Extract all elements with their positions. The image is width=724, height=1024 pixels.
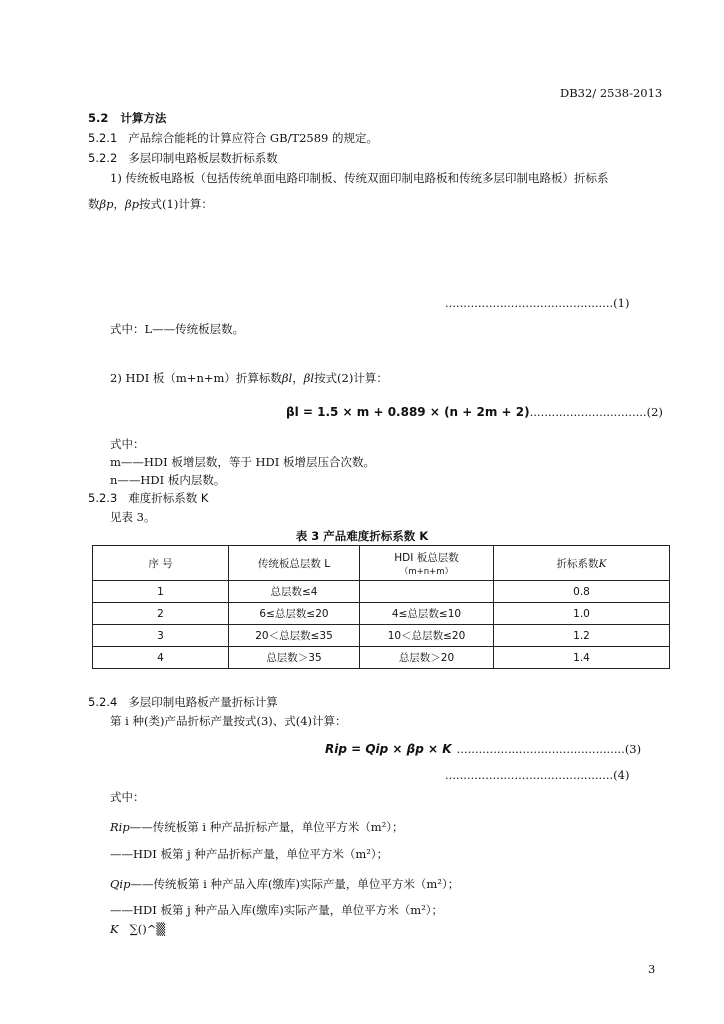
section-number: 5.2: [88, 111, 109, 125]
section-title: 多层印制电路板产量折标计算: [128, 695, 278, 709]
equation-3: Rip = Qip × βp × K: [325, 742, 452, 756]
beta-p-symbol: βp: [125, 197, 140, 211]
table-caption: 表 3 产品难度折标系数 K: [295, 529, 429, 543]
section-number: 5.2.1: [88, 131, 118, 145]
header-k: 折标系数K: [494, 546, 670, 581]
eq4-number: (4): [613, 768, 630, 782]
page-number: 3: [648, 962, 656, 976]
section-title: 多层印制电路板层数折标系数: [128, 151, 278, 165]
eq1-number: (1): [613, 296, 630, 310]
beta-p-symbol: βp: [99, 197, 114, 211]
section-text: 产品综合能耗的计算应符合 GB/T2589 的规定。: [128, 131, 378, 145]
table-row: 2 6≤总层数≤20 4≤总层数≤10 1.0: [93, 603, 670, 625]
where2-m: m——HDI 板增层数，等于 HDI 板增层压合次数。: [110, 455, 375, 469]
s524-where-label: 式中：: [110, 790, 145, 804]
def-1: Rip——传统板第 i 种产品折标产量，单位平方米（m²）；: [110, 820, 404, 834]
item1-line2: 数βp，βp按式(1)计算：: [88, 197, 213, 211]
eq3-line: Rip = Qip × βp × K ..............................................(3): [325, 742, 642, 756]
section-title: 难度折标系数 K: [128, 491, 209, 505]
q-ip-symbol: Qip: [110, 877, 131, 891]
table-row: 3 20＜总层数≤35 10＜总层数≤20 1.2: [93, 625, 670, 647]
table-row: 4 总层数＞35 总层数＞20 1.4: [93, 647, 670, 669]
beta-l-symbol: βl: [303, 371, 315, 385]
eq1-leader: ..............................................(1): [445, 296, 630, 310]
where2-n: n——HDI 板内层数。: [110, 473, 226, 487]
eq2-number: (2): [646, 405, 663, 419]
eq3-number: (3): [624, 742, 642, 756]
item1-line1: 1) 传统板电路板（包括传统单面电路印制板、传统双面印制电路板和传统多层印制电路板）折标系: [110, 171, 609, 185]
section-5-2-3: [88, 490, 208, 506]
def-4: ——HDI 板第 j 种产品入库(缴库)实际产量，单位平方米（m²）；: [110, 903, 444, 917]
table-3: [92, 545, 670, 669]
item2-line: 2) HDI 板（m+n+m）折算标数βl，βl按式(2)计算：: [110, 371, 388, 385]
section-5-2-1: [88, 130, 378, 146]
where2-label: 式中：: [110, 437, 145, 451]
beta-l-symbol: βl: [281, 371, 293, 385]
section-title: 计算方法: [120, 111, 167, 125]
equation-2: βl = 1.5 × m + 0.889 × (n + 2m + 2): [286, 405, 530, 419]
header-index: 序 号: [93, 546, 229, 581]
where1: 式中：L——传统板层数。: [110, 322, 245, 336]
def-5: K ∑()^▒: [110, 922, 166, 936]
eq4-line: ..............................................(4): [445, 768, 630, 782]
def-2: ——HDI 板第 j 种产品折标产量，单位平方米（m²）；: [110, 847, 389, 861]
table-header-row: [93, 546, 670, 581]
k-symbol: K: [598, 557, 607, 570]
header-traditional: 传统板总层数 L: [229, 546, 360, 581]
section-number: 5.2.2: [88, 151, 118, 165]
see-table: 见表 3。: [110, 510, 156, 524]
header-hdi: HDI 板总层数 （m+n+m）: [360, 546, 494, 581]
eq2-line: βl = 1.5 × m + 0.889 × (n + 2m + 2)................................(2): [286, 405, 663, 419]
s524-intro: 第 i 种(类)产品折标产量按式(3)、式(4)计算：: [110, 714, 347, 728]
section-number: 5.2.3: [88, 491, 118, 505]
k-symbol: K: [110, 922, 119, 936]
r-ip-symbol: Rip: [110, 820, 130, 834]
section-5-2-2: [88, 150, 278, 166]
table-row: 1 总层数≤4 0.8: [93, 581, 670, 603]
section-5-2-4: [88, 694, 278, 710]
def-3: Qip——传统板第 i 种产品入库(缴库)实际产量，单位平方米（m²）；: [110, 877, 460, 891]
section-number: 5.2.4: [88, 695, 118, 709]
doc-code: DB32/ 2538-2013: [560, 86, 663, 100]
section-5-2: [88, 110, 166, 126]
